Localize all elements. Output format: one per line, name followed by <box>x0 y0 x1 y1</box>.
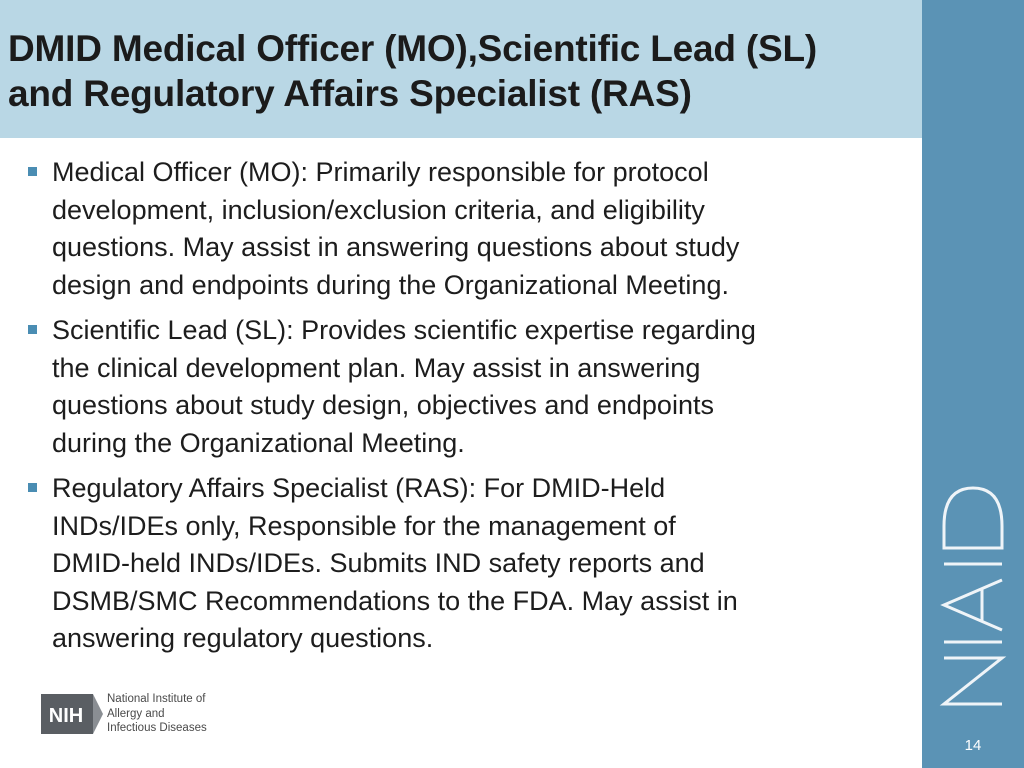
bullet-line: questions. May assist in answering questions about study <box>52 232 740 262</box>
niaid-logo-text: NIAID <box>822 362 825 363</box>
page-number: 14 <box>964 737 982 754</box>
square-bullet-icon <box>28 325 37 334</box>
bullet-line: the clinical development plan. May assist in answering <box>52 352 701 383</box>
nih-logo-line: Infectious Diseases <box>107 722 207 734</box>
bullet-line: development, inclusion/exclusion criteria, and eligibility <box>52 194 705 225</box>
nih-niaid-logo <box>41 692 221 736</box>
bullet-line: during the Organizational Meeting. <box>52 427 465 458</box>
bullet-item <box>24 312 904 462</box>
nih-logo-line: National Institute of <box>107 693 206 705</box>
niaid-logo <box>822 362 1024 712</box>
square-bullet-icon <box>28 483 37 492</box>
nih-mark-icon <box>41 694 103 734</box>
slide-title-line-2: and Regulatory Affairs Specialist (RAS) <box>8 73 692 114</box>
bullet-list <box>24 154 904 666</box>
bullet-text <box>52 154 904 304</box>
bullet-line: design and endpoints during the Organizational Meeting. <box>52 269 729 300</box>
bullet-line: Regulatory Affairs Specialist (RAS): For DMID-Held <box>52 473 666 503</box>
slide-title-line-1: DMID Medical Officer (MO),Scientific Lead (SL) <box>8 28 818 69</box>
slide-title <box>8 26 918 116</box>
nih-mark-text: NIH <box>48 705 84 727</box>
bullet-line: DSMB/SMC Recommendations to the FDA. May assist in <box>52 585 738 616</box>
bullet-line: questions about study design, objectives and endpoints <box>52 390 714 420</box>
nih-logo-text <box>107 692 227 736</box>
bullet-item <box>24 154 904 304</box>
bullet-text <box>52 312 904 462</box>
nih-logo-line: Allergy and <box>107 707 165 720</box>
bullet-line: answering regulatory questions. <box>52 623 434 653</box>
square-bullet-icon <box>28 167 37 176</box>
bullet-line: DMID-held INDs/IDEs. Submits IND safety reports and <box>52 548 705 578</box>
bullet-line: Scientific Lead (SL): Provides scientific expertise regarding <box>52 315 756 345</box>
bullet-text <box>52 470 904 658</box>
bullet-line: INDs/IDEs only, Responsible for the management of <box>52 510 676 541</box>
bullet-line: Medical Officer (MO): Primarily responsible for protocol <box>52 157 709 187</box>
bullet-item <box>24 470 904 658</box>
sidebar <box>822 0 1024 768</box>
